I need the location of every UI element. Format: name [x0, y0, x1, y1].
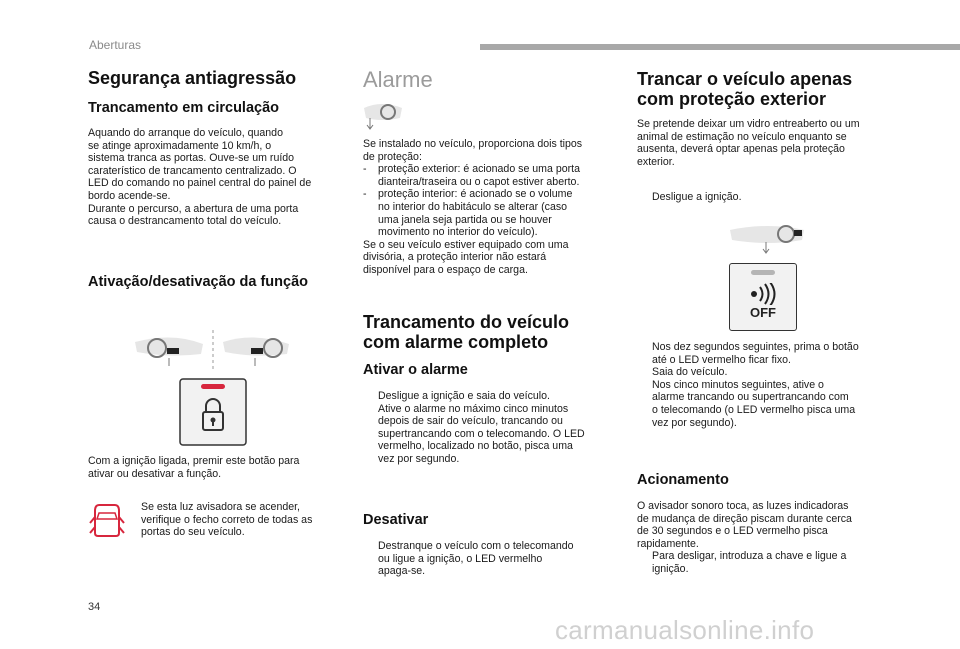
text-line: dianteira/traseira ou o capot estiver aberto. [378, 175, 580, 188]
text-line: vez por segundo). [652, 416, 737, 429]
text-line: sistema tranca as portas. Ouve-se um ruído [88, 152, 295, 165]
steering-wheel-small-icon [362, 100, 404, 134]
text-line: bordo acende-se. [88, 189, 171, 202]
text-line: supertrancando com o telecomando. O LED [378, 427, 585, 440]
text-line: proteção interior: é acionado se o volume [378, 188, 573, 201]
text-line: Para desligar, introduza a chave e ligue a [652, 550, 847, 563]
dashboard-steering-icon-2 [728, 220, 806, 256]
subtitle-acionamento: Acionamento [637, 472, 729, 488]
text-line: Nos cinco minutos seguintes, ative o [652, 378, 824, 391]
list-desativar [363, 540, 625, 578]
warning-paragraph [141, 501, 312, 539]
text-line: LED do comando no painel central do painel de [88, 177, 312, 190]
bullet-marker: - [363, 188, 367, 201]
title-line: Trancamento do veículo [363, 312, 570, 332]
text-line: alarme trancando ou supertrancando com [652, 391, 849, 404]
text-line: Desligue a ignição e saia do veículo. [378, 390, 550, 402]
text-line: ausenta, deverá optar apenas pela proteção [637, 143, 845, 156]
list-item-desligue [637, 191, 914, 204]
text-line: de mudança de direção piscam durante cerca [637, 512, 852, 525]
text-line: apaga-se. [378, 565, 426, 578]
header-bar [480, 44, 960, 50]
alarm-off-button [729, 263, 797, 331]
text-line: até o LED vermelho ficar fixo. [652, 353, 791, 366]
text-line: Se o seu veículo estiver equipado com uma [363, 238, 569, 251]
subtitle-ativar-alarme: Ativar o alarme [363, 362, 468, 378]
text-line: Desligue a ignição. [652, 191, 742, 203]
list-item [363, 540, 625, 578]
text-line: Se instalado no veículo, proporciona dois tipos [363, 138, 583, 150]
text-line: vez por segundo. [378, 452, 460, 465]
section-header: Aberturas [89, 38, 142, 52]
page-number: 34 [88, 601, 101, 613]
text-line: se atinge aproximadamente 10 km/h, o [88, 139, 272, 152]
text-line: proteção exterior: é acionado se uma porta [378, 163, 580, 176]
paragraph-circulacao [88, 127, 350, 228]
off-label: OFF [750, 305, 776, 320]
paragraph-ativacao [88, 455, 299, 480]
text-line: movimento no interior do veículo). [378, 226, 538, 239]
title-alarme: Alarme [363, 67, 433, 92]
text-line: ignição. [652, 562, 689, 575]
text-line: no interior do habitáculo se alterar (caso [378, 200, 568, 213]
text-line: Com a ignição ligada, premir este botão para [88, 455, 300, 467]
paragraph-protecao-intro [637, 118, 899, 168]
lock-button-icon [179, 378, 247, 446]
list-item [637, 366, 899, 379]
title-seguranca: Segurança antiagressão [88, 68, 297, 88]
text-line: causa o destrancamento total do veículo. [88, 215, 282, 228]
text-line: Destranque o veículo com o telecomando [378, 540, 574, 552]
text-line: depois de sair do veículo, trancando ou [378, 415, 563, 428]
text-line: ativar ou desativar a função. [88, 467, 222, 480]
text-line: vermelho, localizado no botão, pisca uma [378, 440, 573, 453]
text-line: divisória, a proteção interior não estará [363, 251, 547, 264]
title-trancamento-completo [363, 312, 569, 352]
watermark: carmanualsonline.info [555, 615, 815, 645]
text-line: Se esta luz avisadora se acender, [141, 501, 301, 513]
list-item [637, 341, 899, 366]
text-line: verifique o fecho correto de todas as [141, 513, 313, 526]
paragraph-acionamento [637, 500, 899, 576]
text-line: o telecomando (o LED vermelho pisca uma [652, 403, 856, 416]
text-line: Se pretende deixar um vidro entreaberto ou um [637, 118, 860, 130]
title-line: com alarme completo [363, 332, 549, 352]
list-item [637, 379, 899, 429]
text-line: portas do seu veículo. [141, 526, 245, 539]
text-line: animal de estimação no veículo enquanto se [637, 130, 847, 143]
text-line: Durante o percurso, a abertura de uma porta [88, 202, 299, 215]
text-line: disponível para o espaço de carga. [363, 263, 528, 276]
text-line: Nos dez segundos seguintes, prima o botão [652, 341, 859, 353]
list-ativar [363, 390, 625, 466]
led-indicator [751, 270, 775, 275]
paragraph-alarme-intro [363, 138, 625, 277]
subtitle-trancamento-circulacao: Trancamento em circulação [88, 100, 279, 116]
text-line: de proteção: [363, 150, 422, 163]
list-item [637, 550, 899, 575]
list-item [363, 390, 625, 403]
title-protecao-exterior [637, 69, 852, 109]
text-line: O avisador sonoro toca, as luzes indicadoras [637, 500, 849, 512]
subtitle-ativacao: Ativação/desativação da função [88, 274, 308, 290]
list-passos [637, 341, 899, 429]
text-line: rapidamente. [637, 537, 699, 550]
text-line: ou ligue a ignição, o LED vermelho [378, 552, 543, 565]
subtitle-desativar: Desativar [363, 512, 429, 528]
text-line: exterior. [637, 155, 675, 168]
text-line: Ative o alarme no máximo cinco minutos [378, 402, 569, 415]
text-line: Aquando do arranque do veículo, quando [88, 127, 283, 139]
text-line: Saia do veículo. [652, 366, 728, 379]
text-line: uma janela seja partida ou se houver [378, 213, 552, 226]
text-line: caraterístico de trancamento centralizado. O [88, 164, 297, 177]
door-open-warning-icon [88, 501, 126, 539]
list-item [363, 403, 625, 466]
list-item [363, 188, 625, 238]
bullet-marker: - [363, 163, 367, 176]
title-line: Trancar o veículo apenas [637, 69, 853, 89]
text-line: de 30 segundos e o LED vermelho pisca [637, 525, 828, 538]
list-item [363, 163, 625, 188]
dashboard-steering-icon [133, 328, 293, 372]
alarm-waves-icon [744, 283, 782, 305]
title-line: com proteção exterior [637, 89, 827, 109]
